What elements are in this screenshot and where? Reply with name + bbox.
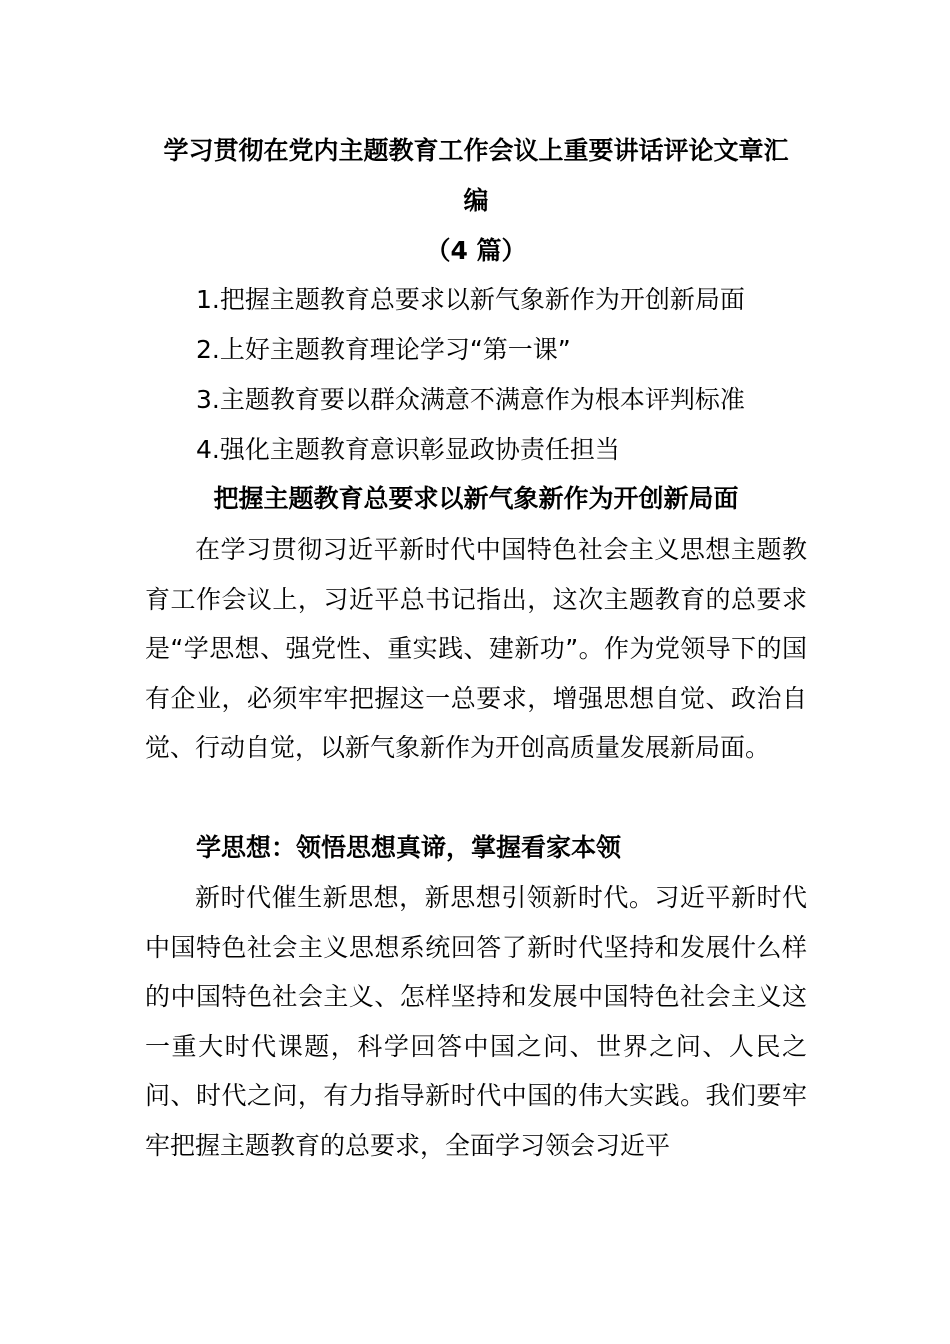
toc-item-3: 3.主题教育要以群众满意不满意作为根本评判标准 — [196, 385, 745, 414]
document-title-count: （4 篇） — [425, 236, 527, 265]
toc-item-1: 1.把握主题教育总要求以新气象新作为开创新局面 — [196, 285, 745, 314]
subheading-1: 学思想：领悟思想真谛，掌握看家本领 — [196, 833, 622, 862]
document-title-line-2: 编 — [463, 186, 489, 215]
toc-item-2: 2.上好主题教育理论学习“第一课” — [196, 335, 571, 364]
paragraph-1: 在学习贯彻习近平新时代中国特色社会主义思想主题教育工作会议上，习近平总书记指出，这次主题教育的总要求是“学思想、强党性、重实践、建新功”。作为党领导下的国有企业，必须牢牢把握这一总要求，增强思想自觉、政治自觉、行动自觉，以新气象新作为开创高质量发展新局面。 — [145, 535, 807, 763]
toc-item-4: 4.强化主题教育意识彰显政协责任担当 — [196, 435, 620, 464]
paragraph-2: 新时代催生新思想，新思想引领新时代。习近平新时代中国特色社会主义思想系统回答了新时代坚持和发展什么样的中国特色社会主义、怎样坚持和发展中国特色社会主义这一重大时代课题，科学回答中国之问、世界之问、人民之问、时代之问，有力指导新时代中国的伟大实践。我们要牢牢把握主题教育的总要求，全面学习领会习近平 — [145, 883, 807, 1160]
document-title-line-1: 学习贯彻在党内主题教育工作会议上重要讲话评论文章汇 — [163, 136, 789, 165]
section-heading: 把握主题教育总要求以新气象新作为开创新局面 — [213, 484, 739, 513]
